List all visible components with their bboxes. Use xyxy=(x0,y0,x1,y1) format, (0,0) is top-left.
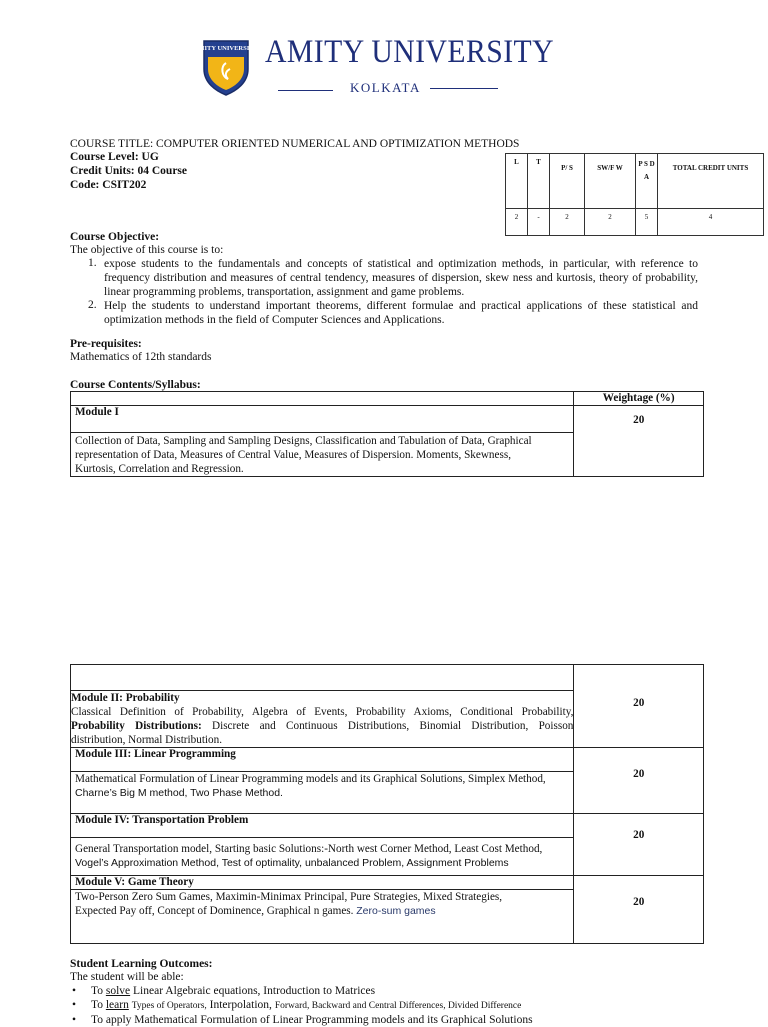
module-4-weight: 20 xyxy=(574,814,704,876)
module-2-content: Module II: Probability Classical Definition of Probability, Algebra of Events, Probability Axioms, Conditional Probability, Probability Distributions: Discrete and Continuous Distributions, Binomial Distribution, Poisson distribution, Normal Distribution. xyxy=(71,692,574,746)
objective-item-2: 2. Help the students to understand important theorems, different formulae and practical applications of these statistical and optimization methods in the field of Computer Sciences and Applications. xyxy=(88,299,698,326)
outcome-item-1: • To solve Linear Algebraic equations, Introduction to Matrices xyxy=(72,985,376,997)
syllabus-heading: Course Contents/Syllabus: xyxy=(70,379,201,391)
credit-value-t: - xyxy=(528,209,550,236)
credit-table xyxy=(505,153,764,236)
bullet-icon: • xyxy=(72,999,77,1011)
credit-value-psda: 5 xyxy=(636,209,658,236)
module-1-weight: 20 xyxy=(574,406,704,477)
divider-left xyxy=(278,90,333,91)
module-5-title: Module V: Game Theory xyxy=(71,876,574,890)
logo-text: AMITY UNIVERSITY xyxy=(193,45,259,52)
objective-item-1: 1. expose students to the fundamentals and concepts of statistical and optimization methods, in particular, with reference to frequency distribution and measures of central tendency, measures of dispersion, skew ness and kurtosis, theory of probability, linear programming problems, transportation, assignment and game problems. xyxy=(88,257,698,298)
course-title: COURSE TITLE: COMPUTER ORIENTED NUMERICAL AND OPTIMIZATION METHODS xyxy=(70,138,520,150)
credit-header-swfw: SW/F W xyxy=(585,154,636,209)
credit-header-total: TOTAL CREDIT UNITS xyxy=(658,154,764,209)
campus-name: KOLKATA xyxy=(350,80,421,95)
objective-heading: Course Objective: xyxy=(70,231,160,243)
outcomes-list xyxy=(70,984,710,1027)
credit-value-total: 4 xyxy=(658,209,764,236)
divider-right xyxy=(430,88,498,89)
module-5-content: Two-Person Zero Sum Games, Maximin-Minimax Principal, Pure Strategies, Mixed Strategies, Expected Pay off, Concept of Dominence, Graphical n games. Zero-sum games xyxy=(71,890,574,944)
module-4-title: Module IV: Transportation Problem xyxy=(71,814,574,838)
syllabus-table-2 xyxy=(70,664,704,944)
outcomes-intro: The student will be able: xyxy=(70,971,184,983)
credit-header-psda: P S D A xyxy=(636,154,658,209)
credit-header-t: T xyxy=(528,154,550,209)
prereq-heading: Pre-requisites: xyxy=(70,338,142,350)
module-2-title: Module II: Probability xyxy=(71,692,180,704)
prereq-text: Mathematics of 12th standards xyxy=(70,351,212,363)
bullet-icon: • xyxy=(72,985,77,997)
credit-value-swfw: 2 xyxy=(585,209,636,236)
module-4-content: General Transportation model, Starting basic Solutions:-North west Corner Method, Least Cost Method, Vogel’s Approximation Method, Test of optimality, unbalanced Problem, Assignment Problems xyxy=(71,838,574,876)
module-2-weight: 20 xyxy=(574,665,704,748)
course-level: Course Level: UG xyxy=(70,151,159,163)
credit-value-ps: 2 xyxy=(550,209,585,236)
credit-units: Credit Units: 04 Course xyxy=(70,165,188,177)
credit-header-l: L xyxy=(506,154,528,209)
university-logo xyxy=(193,37,259,97)
course-code: Code: CSIT202 xyxy=(70,179,147,191)
module-1-title: Module I xyxy=(71,406,574,433)
credit-header-ps: P/ S xyxy=(550,154,585,209)
module-3-weight: 20 xyxy=(574,748,704,814)
university-name: AMITY UNIVERSITY xyxy=(265,34,555,70)
module-3-title: Module III: Linear Programming xyxy=(71,748,574,772)
objective-list xyxy=(70,257,698,327)
credit-value-l: 2 xyxy=(506,209,528,236)
weightage-header: Weightage (%) xyxy=(574,392,704,406)
outcome-item-3: • To apply Mathematical Formulation of Linear Programming models and its Graphical Solutions xyxy=(72,1014,533,1026)
bullet-icon: • xyxy=(72,1014,77,1026)
syllabus-table-1 xyxy=(70,391,704,477)
module-1-content: Collection of Data, Sampling and Sampling Designs, Classification and Tabulation of Data, Graphical representation of Data, Measures of Central Value, Measures of Dispersion. Moments, Skewness, Kurtosis, Correlation and Regression. xyxy=(71,433,574,477)
objective-intro: The objective of this course is to: xyxy=(70,244,224,256)
module-5-weight: 20 xyxy=(574,876,704,944)
module-3-content: Mathematical Formulation of Linear Programming models and its Graphical Solutions, Simplex Method, Charne’s Big M method, Two Phase Method. xyxy=(71,772,574,814)
outcomes-heading: Student Learning Outcomes: xyxy=(70,958,213,970)
module-5-extra: Zero-sum games xyxy=(356,905,436,917)
outcome-item-2: • To learn Types of Operators, Interpolation, Forward, Backward and Central Differences, Divided Difference xyxy=(72,999,522,1011)
